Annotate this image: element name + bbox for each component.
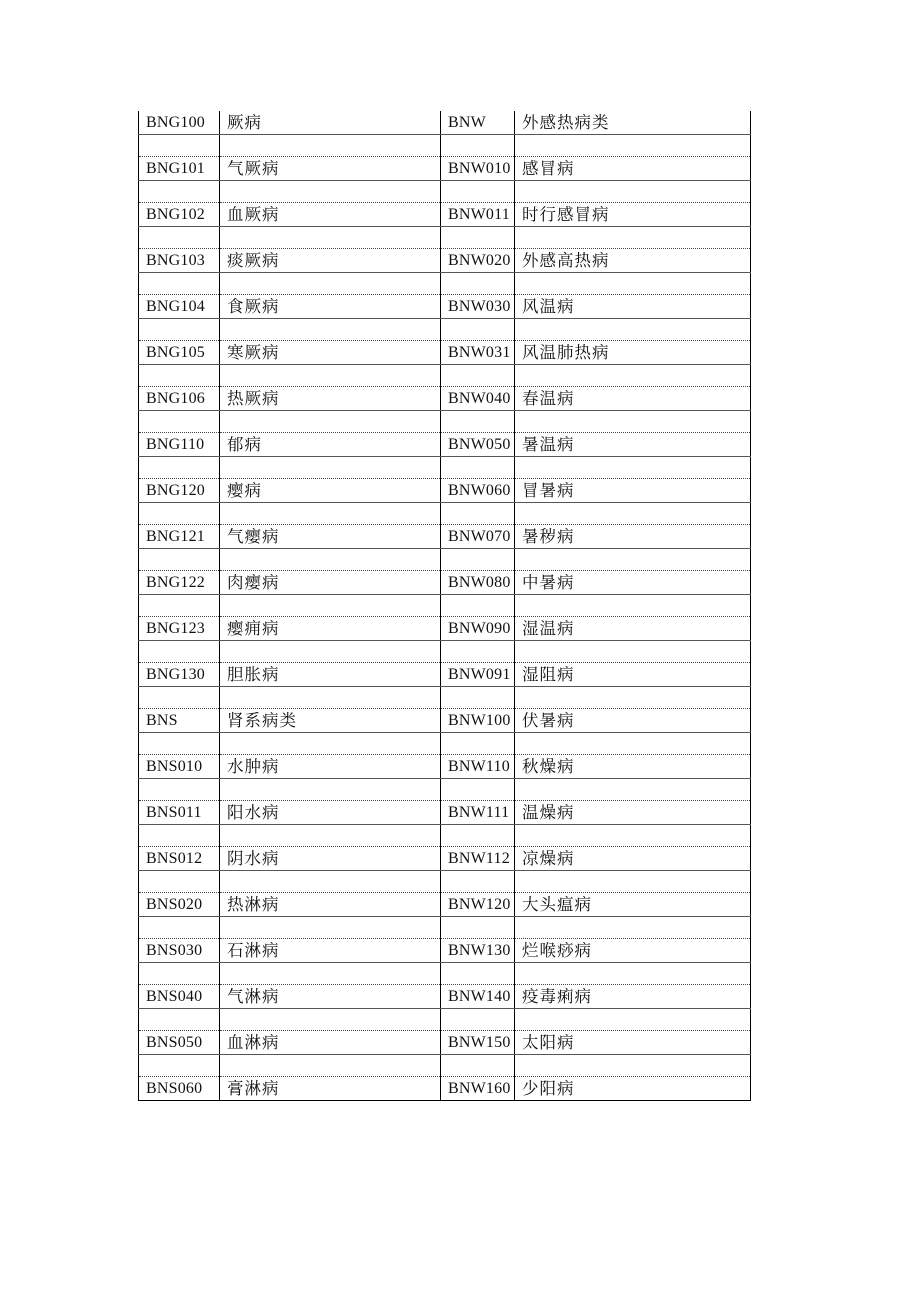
- right-code-cell: BNW011: [441, 203, 515, 227]
- left-name-cell: 瘿病: [220, 479, 441, 503]
- spacer-cell: [441, 779, 515, 801]
- spacer-cell: [515, 365, 751, 387]
- spacer-cell: [139, 319, 220, 341]
- right-name-cell: 中暑病: [515, 571, 751, 595]
- left-name-cell: 瘿痈病: [220, 617, 441, 641]
- spacer-cell: [441, 227, 515, 249]
- spacer-cell: [515, 135, 751, 157]
- spacer-cell: [220, 273, 441, 295]
- right-name-cell: 少阳病: [515, 1077, 751, 1101]
- table-row: [139, 387, 751, 411]
- table-row: [139, 847, 751, 871]
- spacer-row: [139, 503, 751, 525]
- left-code-cell: BNG101: [139, 157, 220, 181]
- left-name-cell: 痰厥病: [220, 249, 441, 273]
- table-row: [139, 939, 751, 963]
- right-code-cell: BNW: [441, 111, 515, 135]
- left-name-cell: 厥病: [220, 111, 441, 135]
- spacer-cell: [220, 1009, 441, 1031]
- spacer-cell: [220, 1055, 441, 1077]
- spacer-cell: [220, 181, 441, 203]
- spacer-cell: [515, 319, 751, 341]
- right-name-cell: 湿温病: [515, 617, 751, 641]
- left-code-cell: BNG104: [139, 295, 220, 319]
- right-name-cell: 疫毒痢病: [515, 985, 751, 1009]
- spacer-cell: [139, 825, 220, 847]
- spacer-cell: [220, 503, 441, 525]
- spacer-cell: [441, 365, 515, 387]
- spacer-row: [139, 871, 751, 893]
- spacer-cell: [441, 503, 515, 525]
- spacer-cell: [515, 779, 751, 801]
- spacer-cell: [441, 1055, 515, 1077]
- right-code-cell: BNW030: [441, 295, 515, 319]
- spacer-cell: [441, 687, 515, 709]
- spacer-cell: [220, 641, 441, 663]
- spacer-cell: [139, 917, 220, 939]
- right-code-cell: BNW080: [441, 571, 515, 595]
- spacer-cell: [139, 411, 220, 433]
- spacer-row: [139, 227, 751, 249]
- right-code-cell: BNW130: [441, 939, 515, 963]
- left-code-cell: BNS050: [139, 1031, 220, 1055]
- right-name-cell: 感冒病: [515, 157, 751, 181]
- spacer-cell: [441, 411, 515, 433]
- table-body: [139, 111, 751, 1101]
- right-name-cell: 外感高热病: [515, 249, 751, 273]
- table-row: [139, 1077, 751, 1101]
- table-row: [139, 571, 751, 595]
- left-code-cell: BNS012: [139, 847, 220, 871]
- spacer-cell: [220, 963, 441, 985]
- spacer-cell: [139, 779, 220, 801]
- spacer-cell: [515, 1055, 751, 1077]
- spacer-cell: [220, 779, 441, 801]
- spacer-cell: [441, 963, 515, 985]
- spacer-cell: [139, 595, 220, 617]
- table-row: [139, 341, 751, 365]
- spacer-cell: [220, 457, 441, 479]
- left-code-cell: BNG130: [139, 663, 220, 687]
- spacer-cell: [515, 641, 751, 663]
- spacer-cell: [515, 733, 751, 755]
- spacer-cell: [220, 365, 441, 387]
- spacer-cell: [139, 457, 220, 479]
- left-code-cell: BNG106: [139, 387, 220, 411]
- right-code-cell: BNW150: [441, 1031, 515, 1055]
- disease-code-table: [138, 111, 751, 1101]
- table-row: [139, 111, 751, 135]
- right-name-cell: 外感热病类: [515, 111, 751, 135]
- right-name-cell: 时行感冒病: [515, 203, 751, 227]
- spacer-cell: [515, 549, 751, 571]
- table-row: [139, 985, 751, 1009]
- table-row: [139, 755, 751, 779]
- spacer-cell: [220, 549, 441, 571]
- spacer-cell: [441, 871, 515, 893]
- left-name-cell: 气厥病: [220, 157, 441, 181]
- spacer-cell: [441, 917, 515, 939]
- spacer-cell: [220, 227, 441, 249]
- left-code-cell: BNS030: [139, 939, 220, 963]
- spacer-cell: [139, 1009, 220, 1031]
- right-code-cell: BNW112: [441, 847, 515, 871]
- right-code-cell: BNW100: [441, 709, 515, 733]
- spacer-cell: [139, 503, 220, 525]
- spacer-row: [139, 135, 751, 157]
- spacer-cell: [441, 457, 515, 479]
- table-row: [139, 295, 751, 319]
- left-code-cell: BNS010: [139, 755, 220, 779]
- spacer-row: [139, 181, 751, 203]
- spacer-cell: [515, 687, 751, 709]
- table-row: [139, 801, 751, 825]
- spacer-row: [139, 549, 751, 571]
- right-code-cell: BNW020: [441, 249, 515, 273]
- spacer-row: [139, 917, 751, 939]
- left-name-cell: 气淋病: [220, 985, 441, 1009]
- left-name-cell: 胆胀病: [220, 663, 441, 687]
- spacer-cell: [139, 273, 220, 295]
- right-name-cell: 春温病: [515, 387, 751, 411]
- left-name-cell: 气瘿病: [220, 525, 441, 549]
- left-code-cell: BNS011: [139, 801, 220, 825]
- spacer-row: [139, 273, 751, 295]
- right-code-cell: BNW031: [441, 341, 515, 365]
- spacer-cell: [515, 871, 751, 893]
- spacer-cell: [139, 227, 220, 249]
- left-name-cell: 阳水病: [220, 801, 441, 825]
- table-row: [139, 709, 751, 733]
- spacer-row: [139, 733, 751, 755]
- spacer-row: [139, 963, 751, 985]
- spacer-cell: [139, 1055, 220, 1077]
- left-code-cell: BNS060: [139, 1077, 220, 1101]
- left-code-cell: BNG103: [139, 249, 220, 273]
- left-code-cell: BNG102: [139, 203, 220, 227]
- right-code-cell: BNW160: [441, 1077, 515, 1101]
- spacer-cell: [515, 963, 751, 985]
- left-code-cell: BNG120: [139, 479, 220, 503]
- right-name-cell: 烂喉痧病: [515, 939, 751, 963]
- spacer-cell: [220, 733, 441, 755]
- spacer-cell: [139, 687, 220, 709]
- spacer-row: [139, 595, 751, 617]
- spacer-cell: [220, 595, 441, 617]
- right-name-cell: 伏暑病: [515, 709, 751, 733]
- left-name-cell: 寒厥病: [220, 341, 441, 365]
- right-name-cell: 凉燥病: [515, 847, 751, 871]
- spacer-cell: [515, 457, 751, 479]
- table-row: [139, 433, 751, 457]
- right-name-cell: 风温肺热病: [515, 341, 751, 365]
- left-code-cell: BNG123: [139, 617, 220, 641]
- left-code-cell: BNG100: [139, 111, 220, 135]
- spacer-cell: [515, 503, 751, 525]
- left-name-cell: 郁病: [220, 433, 441, 457]
- left-name-cell: 石淋病: [220, 939, 441, 963]
- spacer-cell: [441, 641, 515, 663]
- spacer-row: [139, 687, 751, 709]
- left-name-cell: 血厥病: [220, 203, 441, 227]
- spacer-row: [139, 641, 751, 663]
- right-name-cell: 冒暑病: [515, 479, 751, 503]
- table-row: [139, 525, 751, 549]
- right-code-cell: BNW070: [441, 525, 515, 549]
- right-code-cell: BNW050: [441, 433, 515, 457]
- spacer-row: [139, 825, 751, 847]
- left-code-cell: BNS040: [139, 985, 220, 1009]
- spacer-cell: [441, 1009, 515, 1031]
- left-name-cell: 阴水病: [220, 847, 441, 871]
- table-row: [139, 617, 751, 641]
- left-name-cell: 膏淋病: [220, 1077, 441, 1101]
- left-code-cell: BNG110: [139, 433, 220, 457]
- left-name-cell: 肉瘿病: [220, 571, 441, 595]
- table-row: [139, 1031, 751, 1055]
- right-code-cell: BNW140: [441, 985, 515, 1009]
- left-name-cell: 食厥病: [220, 295, 441, 319]
- right-code-cell: BNW010: [441, 157, 515, 181]
- spacer-cell: [139, 733, 220, 755]
- spacer-cell: [139, 365, 220, 387]
- spacer-cell: [220, 825, 441, 847]
- table-row: [139, 893, 751, 917]
- spacer-row: [139, 457, 751, 479]
- spacer-cell: [441, 549, 515, 571]
- right-name-cell: 温燥病: [515, 801, 751, 825]
- spacer-cell: [139, 963, 220, 985]
- right-code-cell: BNW111: [441, 801, 515, 825]
- right-code-cell: BNW120: [441, 893, 515, 917]
- right-code-cell: BNW110: [441, 755, 515, 779]
- left-name-cell: 热厥病: [220, 387, 441, 411]
- left-name-cell: 水肿病: [220, 755, 441, 779]
- spacer-cell: [515, 917, 751, 939]
- table-row: [139, 249, 751, 273]
- spacer-cell: [220, 687, 441, 709]
- left-name-cell: 热淋病: [220, 893, 441, 917]
- table-row: [139, 663, 751, 687]
- right-code-cell: BNW091: [441, 663, 515, 687]
- spacer-cell: [220, 917, 441, 939]
- spacer-cell: [441, 319, 515, 341]
- spacer-cell: [220, 319, 441, 341]
- spacer-row: [139, 779, 751, 801]
- table-row: [139, 157, 751, 181]
- spacer-cell: [515, 595, 751, 617]
- spacer-cell: [441, 733, 515, 755]
- right-name-cell: 湿阻病: [515, 663, 751, 687]
- spacer-row: [139, 319, 751, 341]
- spacer-cell: [515, 181, 751, 203]
- spacer-cell: [441, 595, 515, 617]
- spacer-row: [139, 365, 751, 387]
- spacer-cell: [139, 871, 220, 893]
- left-code-cell: BNS020: [139, 893, 220, 917]
- left-code-cell: BNG121: [139, 525, 220, 549]
- right-name-cell: 暑温病: [515, 433, 751, 457]
- right-code-cell: BNW040: [441, 387, 515, 411]
- spacer-cell: [515, 825, 751, 847]
- spacer-cell: [220, 411, 441, 433]
- table-row: [139, 203, 751, 227]
- spacer-row: [139, 411, 751, 433]
- spacer-row: [139, 1009, 751, 1031]
- spacer-cell: [441, 135, 515, 157]
- right-code-cell: BNW090: [441, 617, 515, 641]
- spacer-cell: [441, 181, 515, 203]
- spacer-row: [139, 1055, 751, 1077]
- right-name-cell: 风温病: [515, 295, 751, 319]
- right-code-cell: BNW060: [441, 479, 515, 503]
- spacer-cell: [441, 825, 515, 847]
- right-name-cell: 秋燥病: [515, 755, 751, 779]
- left-code-cell: BNG122: [139, 571, 220, 595]
- right-name-cell: 暑秽病: [515, 525, 751, 549]
- left-name-cell: 血淋病: [220, 1031, 441, 1055]
- spacer-cell: [515, 1009, 751, 1031]
- right-name-cell: 大头瘟病: [515, 893, 751, 917]
- spacer-cell: [139, 641, 220, 663]
- spacer-cell: [515, 227, 751, 249]
- left-name-cell: 肾系病类: [220, 709, 441, 733]
- spacer-cell: [220, 871, 441, 893]
- spacer-cell: [515, 273, 751, 295]
- spacer-cell: [515, 411, 751, 433]
- spacer-cell: [139, 135, 220, 157]
- left-code-cell: BNS: [139, 709, 220, 733]
- table-row: [139, 479, 751, 503]
- right-name-cell: 太阳病: [515, 1031, 751, 1055]
- left-code-cell: BNG105: [139, 341, 220, 365]
- spacer-cell: [139, 181, 220, 203]
- spacer-cell: [441, 273, 515, 295]
- spacer-cell: [220, 135, 441, 157]
- spacer-cell: [139, 549, 220, 571]
